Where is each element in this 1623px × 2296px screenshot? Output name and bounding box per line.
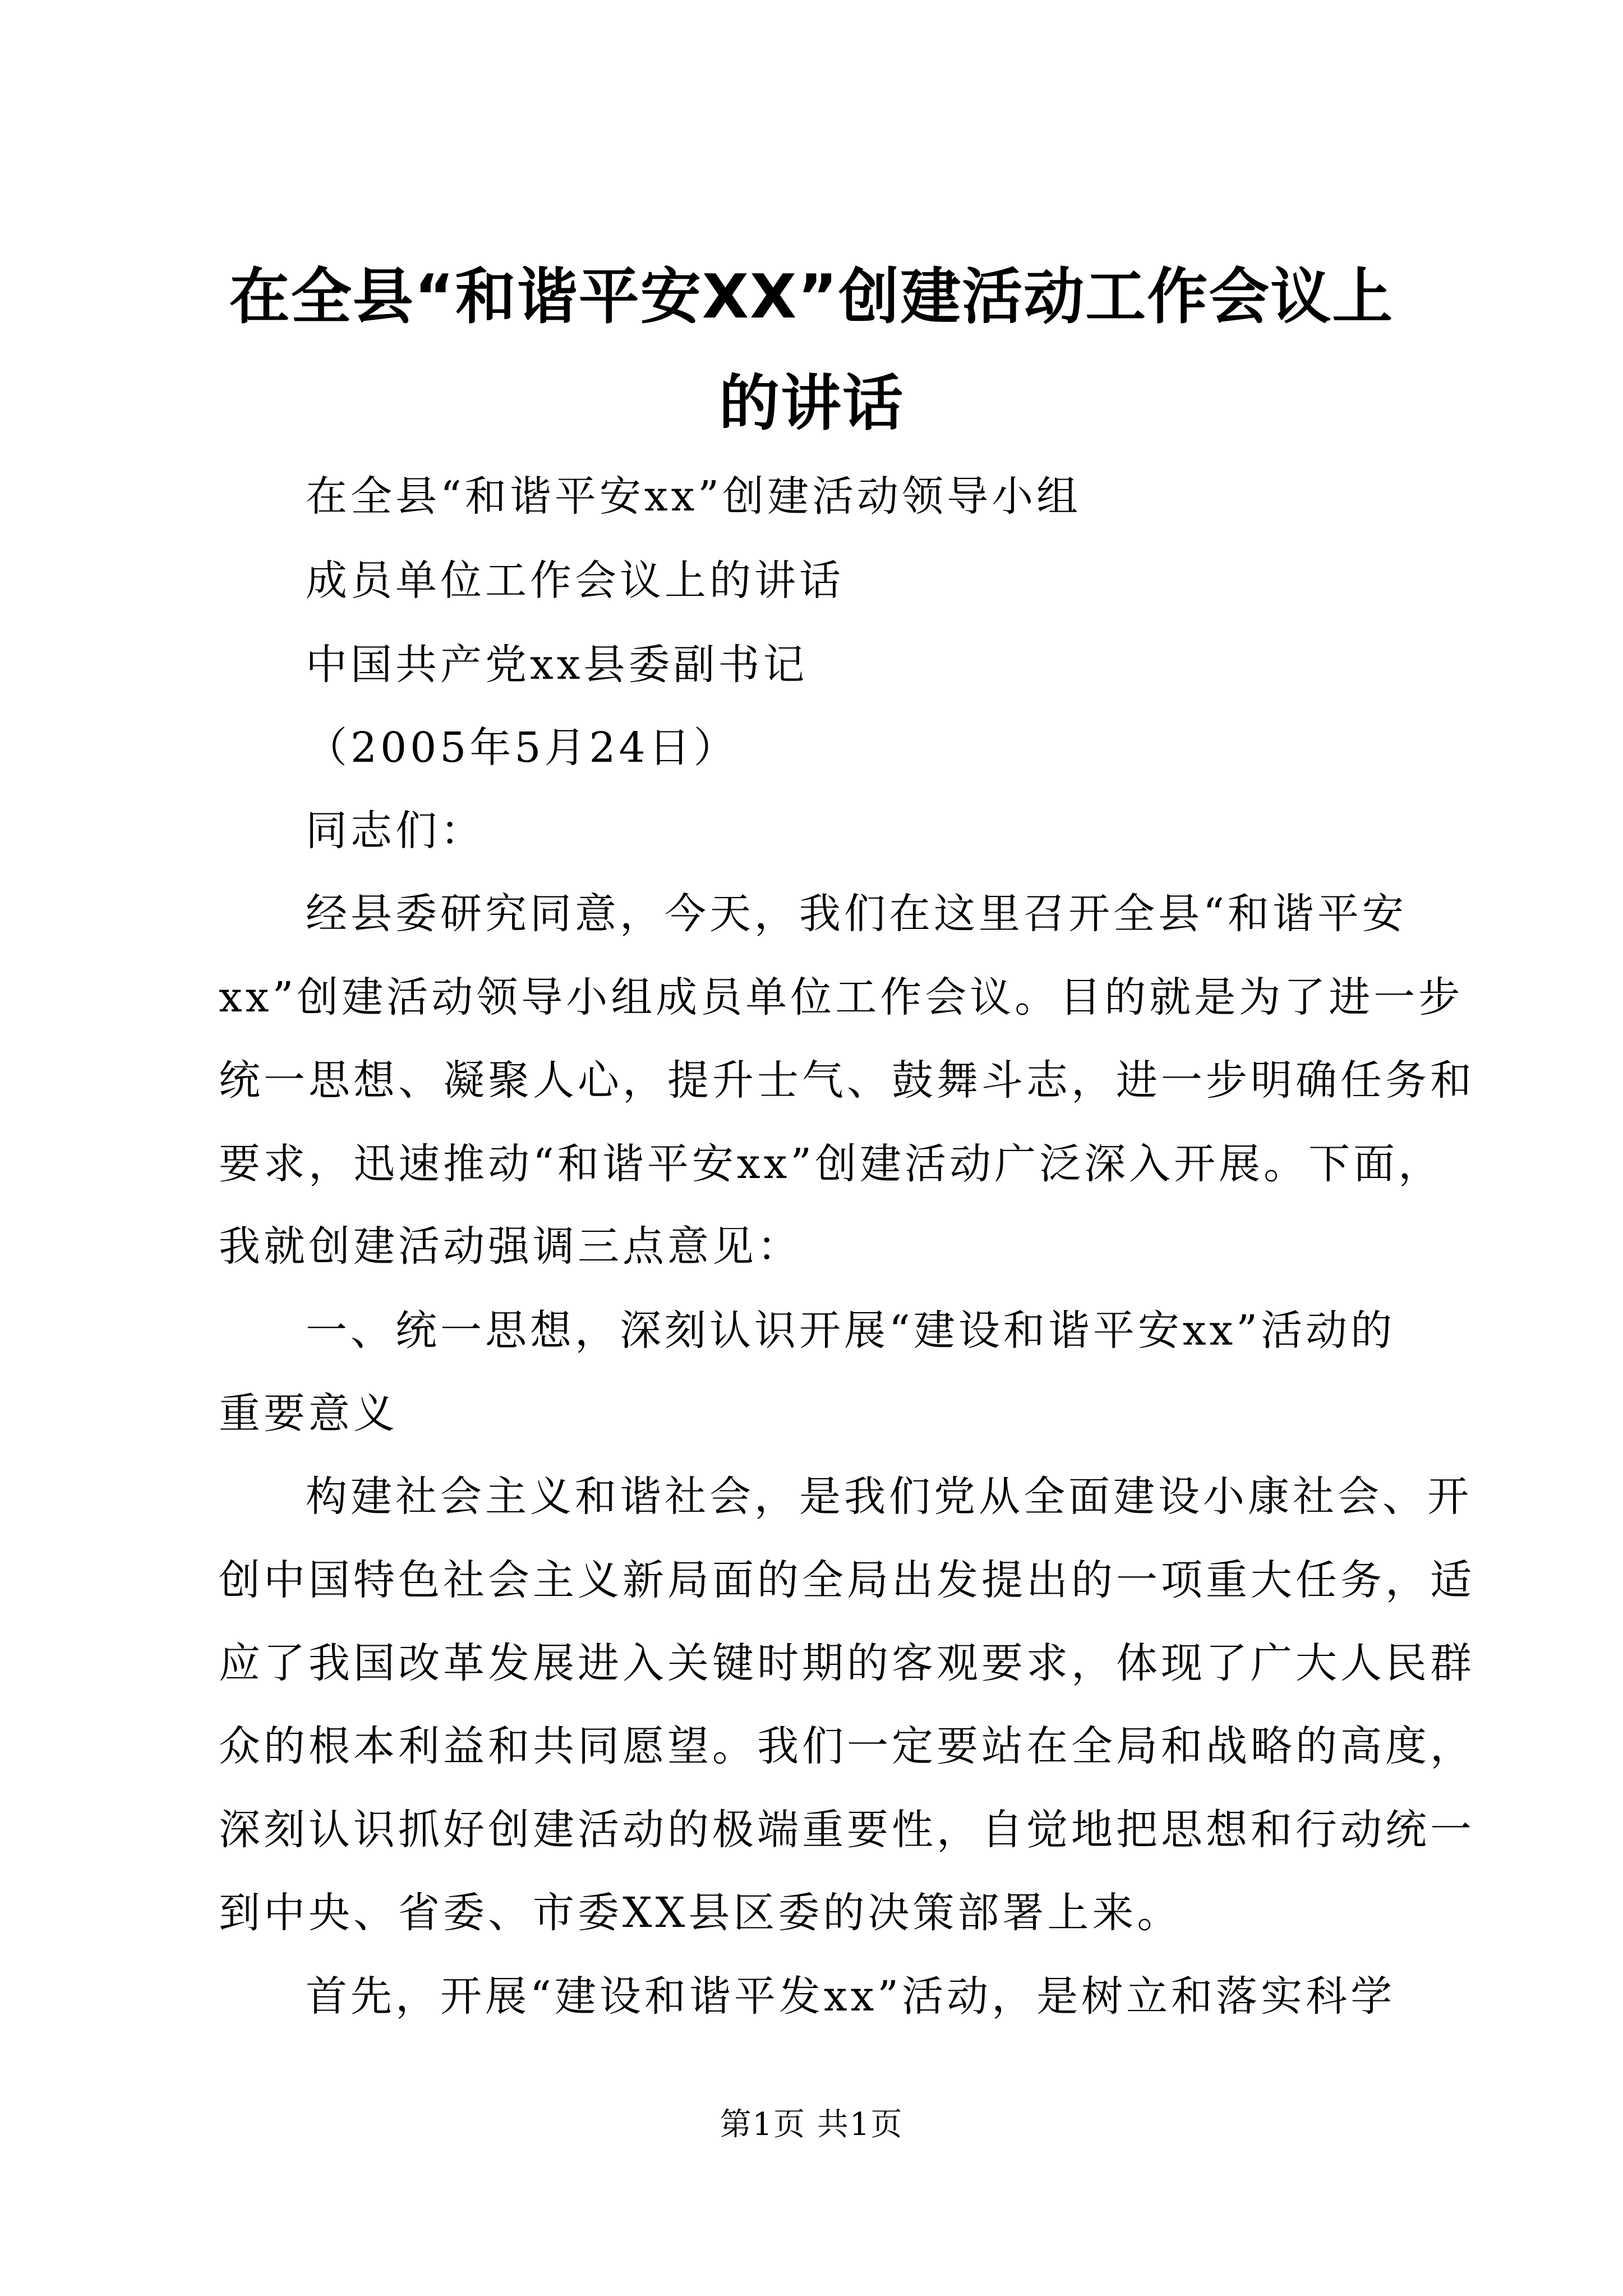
paragraph-line: 创中国特色社会主义新局面的全局出发提出的一项重大任务，适 bbox=[219, 1556, 1475, 1604]
salutation-line: 同志们： bbox=[306, 807, 485, 855]
paragraph-line: 到中央、省委、市委XX县区委的决策部署上来。 bbox=[219, 1889, 1182, 1937]
paragraph-line: xx”创建活动领导小组成员单位工作会议。目的就是为了进一步 bbox=[219, 973, 1464, 1022]
paragraph-line: 构建社会主义和谐社会，是我们党从全面建设小康社会、开 bbox=[306, 1473, 1472, 1521]
paragraph-line: 众的根本利益和共同愿望。我们一定要站在全局和战略的高度， bbox=[219, 1722, 1475, 1770]
title-line-2: 的讲话 bbox=[718, 369, 904, 439]
paragraph-line: 统一思想、凝聚人心，提升士气、鼓舞斗志，进一步明确任务和 bbox=[219, 1056, 1475, 1105]
subtitle-line-1: 在全县“和谐平安xx”创建活动领导小组 bbox=[306, 472, 1082, 521]
section-heading-line: 一、统一思想，深刻认识开展“建设和谐平安xx”活动的 bbox=[306, 1306, 1396, 1355]
section-heading-line: 重要意义 bbox=[219, 1389, 398, 1438]
document-title bbox=[168, 244, 1455, 457]
subtitle-line-2: 成员单位工作会议上的讲话 bbox=[306, 556, 844, 605]
paragraph-line: 经县委研究同意，今天，我们在这里召开全县“和谐平安 bbox=[306, 890, 1407, 938]
paragraph-line: 我就创建活动强调三点意见： bbox=[219, 1222, 802, 1271]
date-line: （2005年5月24日） bbox=[306, 724, 739, 772]
paragraph-line: 首先，开展“建设和谐平发xx”活动，是树立和落实科学 bbox=[306, 1972, 1396, 2021]
page-footer: 第1页 共1页 bbox=[720, 2106, 903, 2143]
paragraph-line: 要求，迅速推动“和谐平安xx”创建活动广泛深入开展。下面， bbox=[219, 1140, 1444, 1188]
paragraph-line: 深刻认识抓好创建活动的极端重要性，自觉地把思想和行动统一 bbox=[219, 1806, 1475, 1854]
speaker-line: 中国共产党xx县委副书记 bbox=[306, 641, 808, 689]
paragraph-line: 应了我国改革发展进入关键时期的客观要求，体现了广大人民群 bbox=[219, 1639, 1475, 1687]
title-line-1: 在全县“和谐平安XX”创建活动工作会议上 bbox=[229, 262, 1394, 332]
